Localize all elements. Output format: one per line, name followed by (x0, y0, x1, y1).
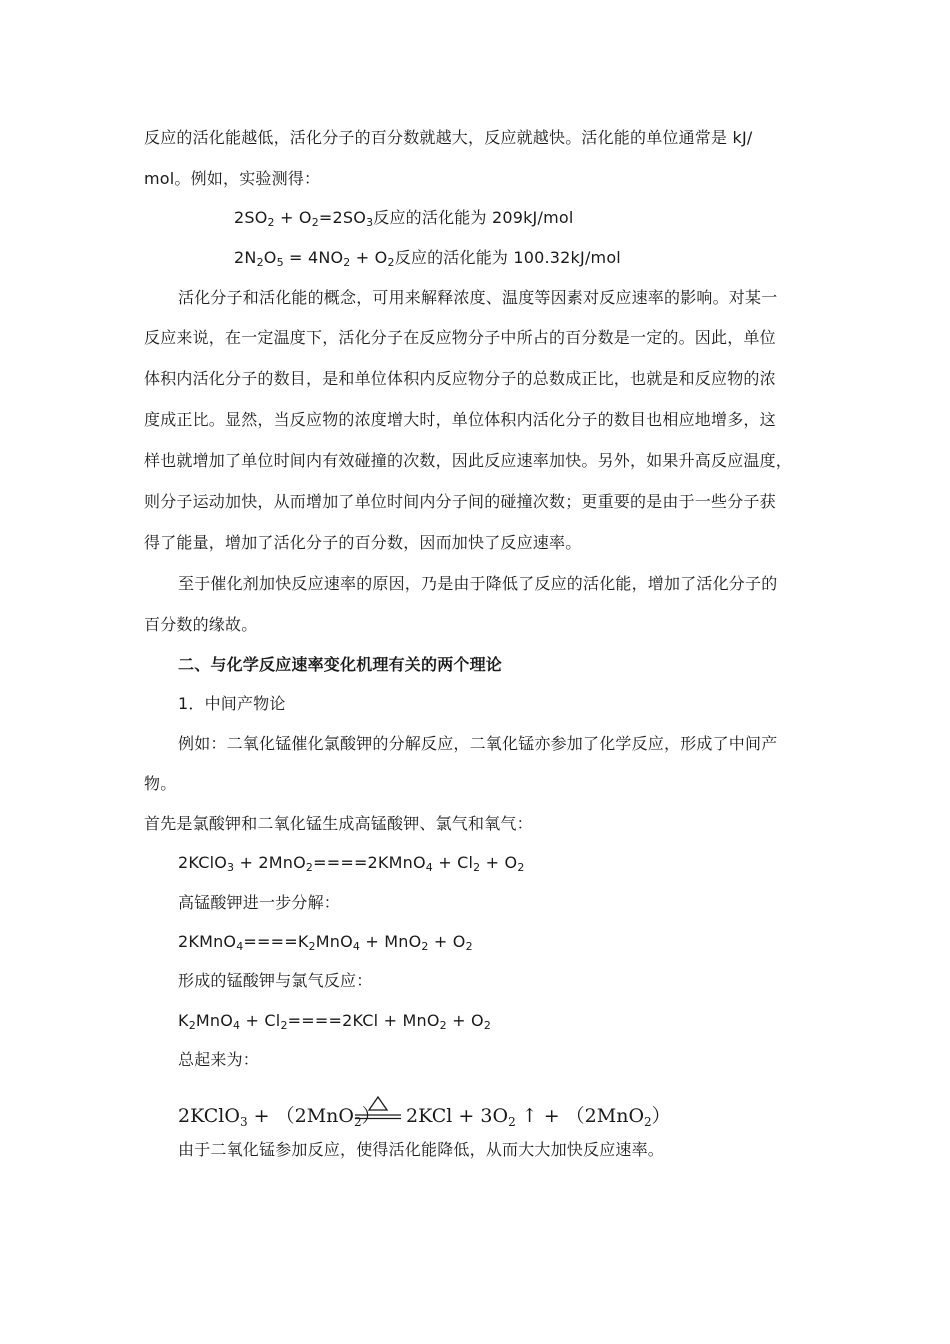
paragraph-line: 反应来说，在一定温度下，活化分子在反应物分子中所占的百分数是一定的。因此，单位 (144, 328, 776, 347)
paragraph-line: 度成正比。显然，当反应物的浓度增大时，单位体积内活化分子的数目也相应地增多，这 (144, 410, 776, 429)
gas-up-arrow-icon: ↑ (515, 1105, 544, 1127)
equation-overall-reactants: 2KClO$_3$ + （2MnO$_2$） (178, 1105, 381, 1129)
paragraph-line: 例如：二氧化锰催化氯酸钾的分解反应，二氧化锰亦参加了化学反应，形成了中间产 (178, 734, 778, 753)
equation-kmno4-decompose: $2KMnO_4====K_2MnO_4 + MnO_2 + O_2$ (178, 932, 473, 953)
paragraph-line: 至于催化剂加快反应速率的原因，乃是由于降低了反应的活化能，增加了活化分子的 (178, 574, 778, 593)
section-heading: 二、与化学反应速率变化机理有关的两个理论 (178, 655, 503, 674)
paragraph-line: 首先是氯酸钾和二氧化锰生成高锰酸钾、氯气和氧气： (144, 814, 533, 833)
equation-k2mno4-cl2: $K_2MnO_4 + Cl_2====2KCl + MnO_2 + O_2$ (178, 1011, 492, 1032)
paragraph-line: 则分子运动加快，从而增加了单位时间内分子间的碰撞次数；更重要的是由于一些分子获 (144, 492, 776, 511)
equation-so2: $2SO_2 + O_2=2SO_3$反应的活化能为 209kJ/mol (234, 208, 574, 229)
paragraph-line: 体积内活化分子的数目，是和单位体积内反应物分子的总数成正比，也就是和反应物的浓 (144, 369, 776, 388)
paragraph-line: 百分数的缘故。 (144, 615, 258, 634)
equation-overall-products: $2KCl + 3O_2$ ↑ + （2MnO$_2$） (406, 1105, 671, 1129)
heat-condition-icon (354, 1093, 402, 1127)
paragraph-line: 由于二氧化锰参加反应，使得活化能降低，从而大大加快反应速率。 (178, 1140, 665, 1159)
equation-overall (176, 1093, 671, 1133)
equation-kclo3-mno2: 2KClO$_3$ + 2MnO$_2$====2KMnO$_4$ + $Cl_2 + O_2$ (178, 853, 525, 874)
paragraph-line: 活化分子和活化能的概念，可用来解释浓度、温度等因素对反应速率的影响。对某一 (178, 288, 778, 307)
equation-n2o5: $2N_2O_5 = 4NO_2 + O_2$反应的活化能为 100.32kJ/mol (234, 248, 621, 269)
paragraph-line: 样也就增加了单位时间内有效碰撞的次数，因此反应速率加快。另外，如果升高反应温度， (144, 451, 793, 470)
paragraph-line: 总起来为： (178, 1050, 260, 1069)
paragraph-line: 得了能量，增加了活化分子的百分数，因而加快了反应速率。 (144, 533, 582, 552)
subsection-heading: 1．中间产物论 (178, 694, 286, 713)
paragraph-line: mol。例如，实验测得： (144, 169, 321, 188)
paragraph-line: 形成的锰酸钾与氯气反应： (178, 971, 373, 990)
paragraph-line: 物。 (144, 774, 177, 793)
paragraph-line: 高锰酸钾进一步分解： (178, 893, 341, 912)
paragraph-line: 反应的活化能越低，活化分子的百分数就越大，反应就越快。活化能的单位通常是 kJ/ (144, 128, 753, 147)
